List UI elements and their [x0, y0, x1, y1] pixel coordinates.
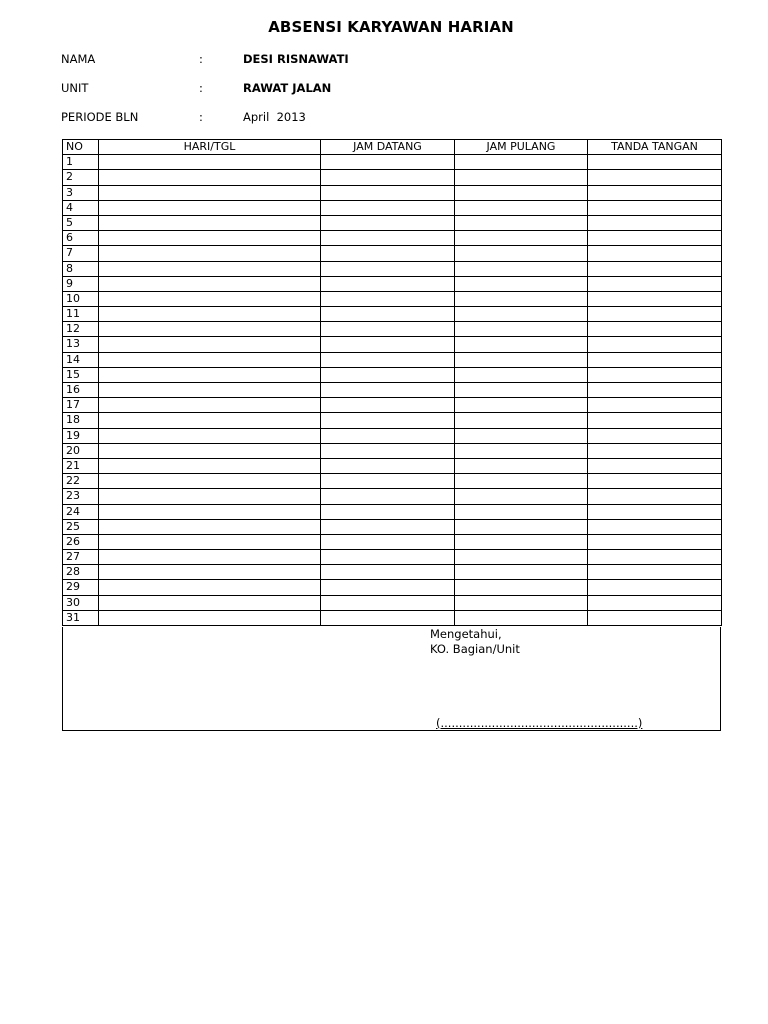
- colon-unit: :: [199, 81, 203, 95]
- cell-tanda-tangan: [588, 215, 722, 230]
- table-row: [63, 474, 722, 489]
- cell-jam-pulang: [455, 413, 588, 428]
- cell-no: 2: [63, 170, 99, 185]
- table-row: [63, 413, 722, 428]
- cell-jam-datang: [321, 580, 455, 595]
- cell-jam-pulang: [455, 155, 588, 170]
- cell-hari-tgl: [99, 595, 321, 610]
- cell-tanda-tangan: [588, 307, 722, 322]
- cell-tanda-tangan: [588, 200, 722, 215]
- cell-tanda-tangan: [588, 261, 722, 276]
- cell-jam-datang: [321, 352, 455, 367]
- cell-jam-pulang: [455, 231, 588, 246]
- cell-hari-tgl: [99, 413, 321, 428]
- cell-hari-tgl: [99, 155, 321, 170]
- cell-jam-datang: [321, 383, 455, 398]
- cell-jam-datang: [321, 610, 455, 625]
- cell-no: 7: [63, 246, 99, 261]
- cell-no: 4: [63, 200, 99, 215]
- cell-no: 28: [63, 565, 99, 580]
- cell-tanda-tangan: [588, 565, 722, 580]
- cell-jam-datang: [321, 200, 455, 215]
- cell-jam-datang: [321, 337, 455, 352]
- cell-no: 18: [63, 413, 99, 428]
- cell-jam-pulang: [455, 565, 588, 580]
- table-row: [63, 428, 722, 443]
- signature-line: (......................................................): [436, 716, 643, 730]
- value-nama: DESI RISNAWATI: [243, 52, 349, 66]
- cell-tanda-tangan: [588, 276, 722, 291]
- cell-jam-datang: [321, 246, 455, 261]
- table-row: [63, 352, 722, 367]
- cell-hari-tgl: [99, 200, 321, 215]
- table-row: [63, 367, 722, 382]
- cell-no: 16: [63, 383, 99, 398]
- cell-tanda-tangan: [588, 185, 722, 200]
- cell-jam-datang: [321, 474, 455, 489]
- cell-jam-datang: [321, 231, 455, 246]
- cell-hari-tgl: [99, 291, 321, 306]
- cell-jam-datang: [321, 489, 455, 504]
- table-row: [63, 504, 722, 519]
- cell-hari-tgl: [99, 170, 321, 185]
- cell-tanda-tangan: [588, 504, 722, 519]
- cell-no: 15: [63, 367, 99, 382]
- cell-jam-pulang: [455, 276, 588, 291]
- acknowledged-text: Mengetahui,: [430, 627, 502, 641]
- colon-nama: :: [199, 52, 203, 66]
- cell-jam-pulang: [455, 170, 588, 185]
- table-row: [63, 534, 722, 549]
- colon-periode: :: [199, 110, 203, 124]
- cell-jam-datang: [321, 291, 455, 306]
- label-nama: NAMA: [61, 52, 96, 66]
- cell-jam-pulang: [455, 428, 588, 443]
- cell-no: 12: [63, 322, 99, 337]
- table-row: [63, 276, 722, 291]
- cell-jam-pulang: [455, 307, 588, 322]
- cell-no: 1: [63, 155, 99, 170]
- cell-hari-tgl: [99, 322, 321, 337]
- cell-tanda-tangan: [588, 413, 722, 428]
- cell-tanda-tangan: [588, 352, 722, 367]
- cell-no: 27: [63, 550, 99, 565]
- cell-jam-pulang: [455, 458, 588, 473]
- cell-jam-pulang: [455, 200, 588, 215]
- cell-no: 14: [63, 352, 99, 367]
- attendance-body: [63, 155, 722, 626]
- cell-jam-pulang: [455, 595, 588, 610]
- header-jam-datang: JAM DATANG: [321, 140, 455, 155]
- cell-jam-pulang: [455, 534, 588, 549]
- table-row: [63, 200, 722, 215]
- cell-hari-tgl: [99, 337, 321, 352]
- cell-tanda-tangan: [588, 458, 722, 473]
- cell-jam-pulang: [455, 443, 588, 458]
- table-row: [63, 443, 722, 458]
- value-periode: April 2013: [243, 110, 306, 124]
- cell-hari-tgl: [99, 383, 321, 398]
- cell-jam-pulang: [455, 610, 588, 625]
- table-row: [63, 519, 722, 534]
- table-row: [63, 231, 722, 246]
- table-row: [63, 261, 722, 276]
- cell-tanda-tangan: [588, 231, 722, 246]
- cell-hari-tgl: [99, 504, 321, 519]
- cell-tanda-tangan: [588, 322, 722, 337]
- cell-jam-datang: [321, 155, 455, 170]
- table-row: [63, 550, 722, 565]
- cell-tanda-tangan: [588, 383, 722, 398]
- cell-hari-tgl: [99, 458, 321, 473]
- cell-no: 20: [63, 443, 99, 458]
- cell-hari-tgl: [99, 489, 321, 504]
- table-row: [63, 307, 722, 322]
- cell-hari-tgl: [99, 246, 321, 261]
- attendance-table: [62, 139, 722, 626]
- cell-jam-datang: [321, 398, 455, 413]
- cell-jam-datang: [321, 550, 455, 565]
- table-row: [63, 580, 722, 595]
- cell-no: 3: [63, 185, 99, 200]
- cell-jam-pulang: [455, 185, 588, 200]
- cell-jam-pulang: [455, 261, 588, 276]
- cell-no: 8: [63, 261, 99, 276]
- table-row: [63, 155, 722, 170]
- table-row: [63, 383, 722, 398]
- cell-no: 25: [63, 519, 99, 534]
- cell-jam-pulang: [455, 215, 588, 230]
- header-tanda-tangan: TANDA TANGAN: [588, 140, 722, 155]
- cell-jam-pulang: [455, 246, 588, 261]
- cell-no: 11: [63, 307, 99, 322]
- cell-no: 24: [63, 504, 99, 519]
- cell-jam-datang: [321, 261, 455, 276]
- cell-no: 19: [63, 428, 99, 443]
- cell-tanda-tangan: [588, 291, 722, 306]
- cell-tanda-tangan: [588, 595, 722, 610]
- table-row: [63, 565, 722, 580]
- cell-jam-datang: [321, 534, 455, 549]
- cell-hari-tgl: [99, 276, 321, 291]
- cell-tanda-tangan: [588, 489, 722, 504]
- cell-jam-datang: [321, 595, 455, 610]
- header-jam-pulang: JAM PULANG: [455, 140, 588, 155]
- header-hari-tgl: HARI/TGL: [99, 140, 321, 155]
- cell-tanda-tangan: [588, 519, 722, 534]
- table-row: [63, 170, 722, 185]
- cell-tanda-tangan: [588, 428, 722, 443]
- cell-tanda-tangan: [588, 474, 722, 489]
- cell-jam-pulang: [455, 337, 588, 352]
- cell-tanda-tangan: [588, 610, 722, 625]
- table-row: [63, 185, 722, 200]
- cell-hari-tgl: [99, 231, 321, 246]
- cell-jam-datang: [321, 185, 455, 200]
- cell-hari-tgl: [99, 367, 321, 382]
- table-header-row: [63, 140, 722, 155]
- cell-tanda-tangan: [588, 398, 722, 413]
- cell-jam-pulang: [455, 367, 588, 382]
- cell-no: 13: [63, 337, 99, 352]
- table-row: [63, 610, 722, 625]
- position-text: KO. Bagian/Unit: [430, 642, 520, 656]
- table-row: [63, 322, 722, 337]
- cell-hari-tgl: [99, 398, 321, 413]
- cell-tanda-tangan: [588, 534, 722, 549]
- cell-hari-tgl: [99, 428, 321, 443]
- cell-hari-tgl: [99, 261, 321, 276]
- cell-hari-tgl: [99, 610, 321, 625]
- cell-jam-datang: [321, 322, 455, 337]
- table-row: [63, 489, 722, 504]
- cell-jam-pulang: [455, 504, 588, 519]
- cell-hari-tgl: [99, 474, 321, 489]
- table-row: [63, 246, 722, 261]
- cell-hari-tgl: [99, 307, 321, 322]
- cell-hari-tgl: [99, 565, 321, 580]
- document-title: ABSENSI KARYAWAN HARIAN: [268, 18, 514, 36]
- cell-no: 30: [63, 595, 99, 610]
- cell-jam-datang: [321, 215, 455, 230]
- cell-no: 10: [63, 291, 99, 306]
- label-unit: UNIT: [61, 81, 89, 95]
- cell-no: 29: [63, 580, 99, 595]
- cell-jam-datang: [321, 170, 455, 185]
- value-unit: RAWAT JALAN: [243, 81, 332, 95]
- cell-jam-datang: [321, 307, 455, 322]
- table-row: [63, 215, 722, 230]
- cell-jam-pulang: [455, 474, 588, 489]
- cell-hari-tgl: [99, 550, 321, 565]
- cell-jam-pulang: [455, 352, 588, 367]
- cell-jam-pulang: [455, 398, 588, 413]
- table-row: [63, 337, 722, 352]
- cell-hari-tgl: [99, 215, 321, 230]
- cell-tanda-tangan: [588, 246, 722, 261]
- cell-no: 23: [63, 489, 99, 504]
- cell-tanda-tangan: [588, 580, 722, 595]
- cell-tanda-tangan: [588, 550, 722, 565]
- cell-tanda-tangan: [588, 443, 722, 458]
- cell-hari-tgl: [99, 352, 321, 367]
- cell-hari-tgl: [99, 534, 321, 549]
- table-row: [63, 595, 722, 610]
- cell-jam-pulang: [455, 383, 588, 398]
- cell-jam-datang: [321, 458, 455, 473]
- header-no: NO: [63, 140, 99, 155]
- cell-no: 31: [63, 610, 99, 625]
- cell-tanda-tangan: [588, 367, 722, 382]
- cell-no: 17: [63, 398, 99, 413]
- cell-jam-pulang: [455, 322, 588, 337]
- cell-no: 9: [63, 276, 99, 291]
- cell-jam-pulang: [455, 291, 588, 306]
- table-row: [63, 398, 722, 413]
- cell-tanda-tangan: [588, 170, 722, 185]
- cell-hari-tgl: [99, 519, 321, 534]
- cell-jam-datang: [321, 276, 455, 291]
- cell-no: 26: [63, 534, 99, 549]
- cell-hari-tgl: [99, 443, 321, 458]
- cell-jam-datang: [321, 504, 455, 519]
- cell-jam-datang: [321, 428, 455, 443]
- label-periode: PERIODE BLN: [61, 110, 139, 124]
- cell-jam-datang: [321, 443, 455, 458]
- cell-no: 6: [63, 231, 99, 246]
- cell-jam-datang: [321, 367, 455, 382]
- cell-no: 21: [63, 458, 99, 473]
- cell-no: 22: [63, 474, 99, 489]
- cell-no: 5: [63, 215, 99, 230]
- cell-hari-tgl: [99, 580, 321, 595]
- cell-jam-pulang: [455, 519, 588, 534]
- table-row: [63, 458, 722, 473]
- table-row: [63, 291, 722, 306]
- cell-jam-pulang: [455, 489, 588, 504]
- cell-tanda-tangan: [588, 337, 722, 352]
- cell-hari-tgl: [99, 185, 321, 200]
- cell-jam-datang: [321, 413, 455, 428]
- cell-jam-pulang: [455, 550, 588, 565]
- cell-jam-datang: [321, 519, 455, 534]
- cell-jam-datang: [321, 565, 455, 580]
- cell-jam-pulang: [455, 580, 588, 595]
- cell-tanda-tangan: [588, 155, 722, 170]
